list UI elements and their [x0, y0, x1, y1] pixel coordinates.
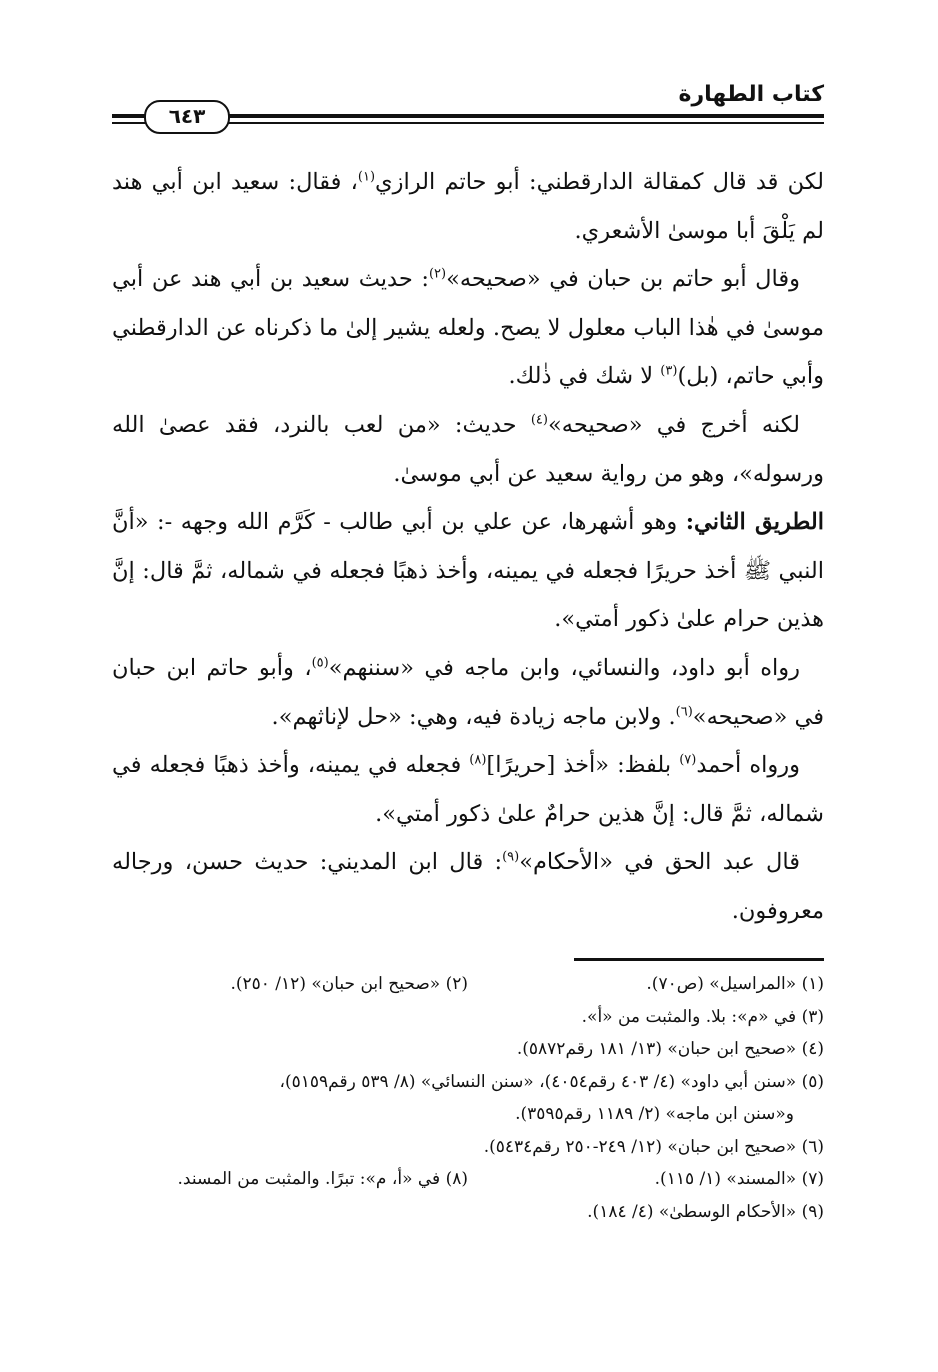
paragraph-1: لكن قد قال كمقالة الدارقطني: أبو حاتم الرازي$^{(١)}$، فقال: سعيد ابن أبي هند لم يَلْقَ أبا موسىٰ الأشعري. [112, 169, 824, 244]
main-text [112, 158, 824, 936]
footnote-ref-7: (٧) [679, 752, 697, 768]
paragraph-5: رواه أبو داود، والنسائي، وابن ماجه في «سننهم»$^{(٥)}$، وأبو حاتم ابن حبان في «صحيحه»$^{(٦)}$. ولابن ماجه زيادة فيه، وهي: «حل لإناثهم». [112, 654, 824, 730]
footnote-5-line-1: (٥) «سنن أبي داود» (٤/ ٤٠٣ رقم٤٠٥٤)، «سنن النسائي» (٨/ ٥٣٩ رقم٥١٥٩)، [279, 1071, 824, 1092]
book-title: كتاب الطهارة [678, 82, 824, 107]
footnote-1: (١) «المراسيل» (ص٧٠). [646, 974, 824, 994]
section-heading: الطريق الثاني: [685, 509, 824, 536]
footnote-9: (٩) «الأحكام الوسطىٰ» (٤/ ١٨٤). [587, 1201, 824, 1222]
footnote-8: (٨) في «أ، م»: تبرًا. والمثبت من المسند. [177, 1169, 468, 1189]
footnote-3: (٣) في «م»: بلا. والمثبت من «أ». [581, 1006, 824, 1027]
footnote-4: (٤) «صحيح ابن حبان» (١٣/ ١٨١ رقم٥٨٧٢). [516, 1039, 824, 1059]
paragraph-6: ورواه أحمد$^{(٧)}$ بلفظ: «أخذ [حريرًا]$^{(٨)}$ فجعله في يمينه، وأخذ ذهبًا فجعله في شماله، ثمَّ قال: إنَّ هذين حرامٌ علىٰ ذكور أمتي». [112, 752, 824, 827]
footnote-6: (٦) «صحيح ابن حبان» (١٢/ ٢٤٩-٢٥٠ رقم٥٤٣٤). [483, 1136, 824, 1157]
footnote-5 [112, 1066, 824, 1131]
footnote-ref-3: (٣) [660, 363, 678, 379]
paragraph-4: الطريق الثاني: وهو أشهرها، عن علي بن أبي طالب - كَرَّم الله وجهه -: «أنَّ النبي ﷺ أخذ حريرًا فجعله في يمينه، وأخذ ذهبًا فجعله في شماله، ثمَّ قال: إنَّ هذين حرام علىٰ ذكور أمتي». [112, 509, 824, 633]
footnotes [112, 968, 824, 1228]
page-number: ٦٤٣ [144, 100, 230, 134]
footnote-separator [574, 958, 824, 961]
paragraph-2: وقال أبو حاتم بن حبان في «صحيحه»$^{(٢)}$: حديث سعيد بن أبي هند عن أبي موسىٰ في هٰذا الباب معلول لا يصح. ولعله يشير إلىٰ ما ذكرناه عن الدارقطني وأبي حاتم، (بل)$^{(٣)}$ لا شك في ذٰلك. [112, 266, 824, 390]
footnote-7: (٧) «المسند» (١/ ١١٥). [654, 1169, 824, 1189]
footnote-5-line-2: و«سنن ابن ماجه» (٢/ ١١٨٩ رقم٣٥٩٥). [515, 1104, 794, 1124]
footnote-row-7 [112, 1163, 824, 1196]
footnote-ref-5: (٥) [311, 655, 329, 671]
footnote-ref-2: (٢) [428, 266, 447, 282]
paragraph-3: لكنه أخرج في «صحيحه»$^{(٤)}$ حديث: «من لعب بالنرد، فقد عصىٰ الله ورسوله»، وهو من رواية سعيد عن أبي موسىٰ. [112, 411, 824, 487]
footnote-2: (٢) «صحيح ابن حبان» (١٢/ ٢٥٠). [230, 974, 468, 994]
footnote-ref-4: (٤) [530, 412, 548, 428]
page-header [112, 82, 824, 132]
footnote-ref-9: (٩) [502, 849, 520, 865]
footnote-ref-8: (٨) [469, 752, 487, 768]
footnote-ref-6: (٦) [675, 704, 693, 720]
paragraph-7: قال عبد الحق في «الأحكام»$^{(٩)}$: قال ابن المديني: حديث حسن، ورجاله معروفون. [112, 849, 824, 924]
footnote-ref-1: (١) [357, 169, 376, 185]
footnote-row-1 [112, 968, 824, 1001]
